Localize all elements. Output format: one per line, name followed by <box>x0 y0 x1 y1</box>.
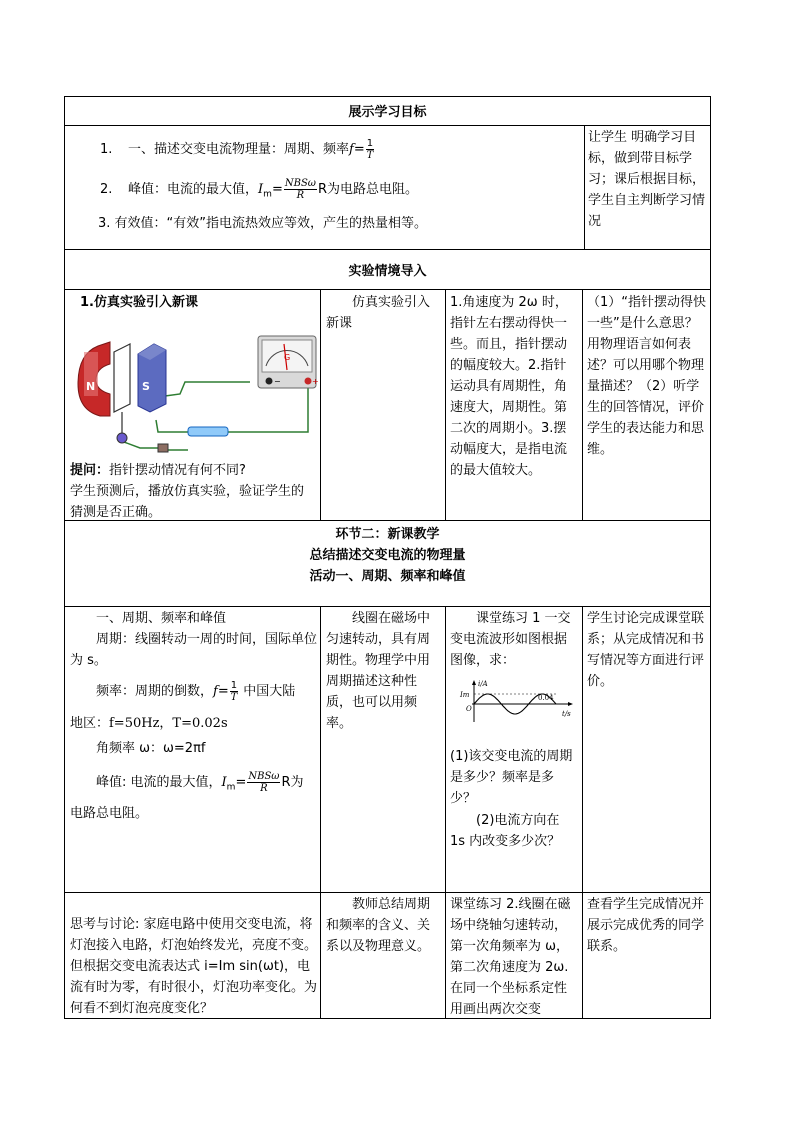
formula-variable: I <box>221 775 227 790</box>
goals-side-note: 让学生 明确学习目标，做到带目标学习；课后根据目标，学生自主判断学习情况 <box>588 130 706 229</box>
fraction-denominator: T <box>230 692 238 703</box>
table-rule <box>64 289 711 290</box>
exercise1-question1: (1)该交变电流的周期是多少？频率是多少？ <box>450 749 573 806</box>
goal-text: 一、描述交变电流物理量：周期、频率 <box>128 142 350 157</box>
exercise1-question2: (2)电流方向在 1s 内改变多少次？ <box>450 813 561 849</box>
activity1-content <box>70 608 317 890</box>
table-border-top <box>64 96 711 97</box>
formula-fraction <box>247 771 280 794</box>
galvanometer-label: G <box>284 353 291 362</box>
frequency-text: 频率：周期的倒数， <box>96 684 214 699</box>
angular-frequency: 角频率 ω：ω=2πf <box>96 741 206 756</box>
region-frequency: 地区：f=50Hz，T=0.02s <box>70 716 228 731</box>
formula-subscript: m <box>263 189 272 200</box>
magnet-n-label: N <box>86 380 96 393</box>
goal-number: 1. <box>100 142 113 157</box>
fraction-numerator: NBSω <box>248 771 280 782</box>
crank-handle <box>117 433 127 443</box>
fraction-numerator: NBSω <box>284 178 316 189</box>
formula-variable: I <box>258 182 264 197</box>
x-axis-arrow <box>568 702 573 706</box>
discussion-text: 思考与讨论: 家庭电路中使用交变电流，将灯泡接入电路，灯泡始终发光，亮度不变。但根据交变电流表达式 i=Im sin(ωt)，电流有时为零，有时很小，灯泡功率变化。为何看不到灯泡亮度变化？ <box>70 917 318 1016</box>
table-rule <box>584 125 585 250</box>
terminal-negative <box>266 378 273 385</box>
goal-item-3: 3. 有效值：“有效”指电流热效应等效，产生的热量相等。 <box>98 216 428 231</box>
table-rule <box>445 606 446 1019</box>
table-rule <box>320 606 321 1019</box>
x-axis-label: t/s <box>562 710 571 718</box>
table-rule <box>582 289 583 521</box>
terminal-positive <box>305 378 312 385</box>
waveform-graph <box>452 678 578 728</box>
galvanometer <box>258 336 319 388</box>
intro-heading: 1.仿真实验引入新课 <box>80 295 198 310</box>
formula-fraction <box>230 680 238 703</box>
intro-teacher-notes: （1）“指针摆动得快一些”是什么意思？用物理语言如何表述？可以用哪个物理量描述？（2）听学生的回答情况，评价学生的表达能力和思维。 <box>587 295 707 457</box>
fraction-denominator: R <box>260 783 268 794</box>
wire <box>124 442 158 448</box>
coil <box>114 344 130 412</box>
peak-text: 峰值: 电流的最大值， <box>96 775 222 790</box>
simulation-diagram <box>70 324 318 464</box>
formula-subscript: m <box>226 782 236 793</box>
intro-predict-text: 学生预测后，播放仿真实验，验证学生的猜测是否正确。 <box>70 484 305 520</box>
table-rule <box>64 249 711 250</box>
goal-text-tail: R为电路总电阻。 <box>317 182 418 197</box>
terminal-plus-label: + <box>312 377 319 386</box>
table-rule <box>64 606 711 607</box>
magnet-s <box>138 344 166 412</box>
fraction-numerator: 1 <box>230 680 238 691</box>
exercise2-text: 课堂练习 2.线圈在磁场中绕轴匀速转动，第一次角频率为 ω，第二次角速度为 2ω.在同一个坐标系定性用画出两次交变 <box>450 897 571 1017</box>
intro-observations: 1.角速度为 2ω 时，指针左右摆动得快一些。而且，指针摆动的幅度较大。2.指针运动具有周期性，角速度大，周期性。第二次的周期小。3.摆动幅度大，是指电流的最大值较大。 <box>450 295 568 478</box>
intro-method: 仿真实验引入新课 <box>326 295 431 331</box>
formula-fraction <box>366 138 374 161</box>
x-tick-label: 0.04 <box>538 694 554 702</box>
table-rule <box>320 289 321 521</box>
goal-text: 峰值：电流的最大值， <box>128 182 259 197</box>
section-title-link2: 环节二：新课教学 <box>335 527 440 542</box>
wire <box>156 420 188 432</box>
table-rule <box>445 289 446 521</box>
activity1-teacher-notes: 学生讨论完成课堂联系；从完成情况和书写情况等方面进行评价。 <box>587 611 705 689</box>
question-label: 提问： <box>70 463 110 478</box>
intro-question-line <box>70 460 316 481</box>
peak-definition <box>70 763 317 803</box>
activity1-explanation: 线圈在磁场中匀速转动，具有周期性。物理学中用周期描述这种性质，也可以用频率。 <box>326 611 431 731</box>
goal-number: 2. <box>100 182 113 197</box>
y-peak-label: Im <box>460 691 470 699</box>
table-rule <box>582 606 583 1019</box>
y-axis-arrow <box>472 680 476 685</box>
intro-heading-wrap <box>70 292 316 316</box>
exercise1-title: 课堂练习 1 一交变电流波形如图根据图像，求： <box>450 611 571 668</box>
formula-fraction <box>284 178 317 201</box>
frequency-definition <box>70 673 317 711</box>
formula-equals: = <box>353 142 365 157</box>
section-title-intro: 实验情境导入 <box>348 264 427 279</box>
fraction-denominator: T <box>366 150 374 161</box>
discussion-summary: 教师总结周期和频率的含义、关系以及物理意义。 <box>326 897 431 954</box>
section-title-goals: 展示学习目标 <box>348 105 427 120</box>
table-rule <box>64 125 711 126</box>
goals-list <box>100 132 580 248</box>
fraction-denominator: R <box>296 190 305 201</box>
formula-equals: = <box>217 684 229 699</box>
wire <box>165 382 250 396</box>
period-definition: 周期：线圈转动一周的时间，国际单位为 s。 <box>70 632 318 668</box>
formula-equals: = <box>271 182 283 197</box>
section-title-activity1: 活动一、周期、频率和峰值 <box>309 569 466 584</box>
lesson-plan-table <box>64 96 711 1019</box>
intro-question-block <box>70 460 316 520</box>
question-text: 指针摆动情况有何不同? <box>109 463 246 478</box>
peak-tail: R为 <box>281 775 304 790</box>
goal-item-1 <box>100 132 580 168</box>
formula-variable: f <box>213 684 218 699</box>
activity1-title: 一、周期、频率和峰值 <box>96 611 227 626</box>
y-axis-label: i/A <box>478 680 488 688</box>
formula-equals: = <box>235 775 247 790</box>
peak-end: 电路总电阻。 <box>70 806 149 821</box>
terminal-minus-label: − <box>274 377 281 386</box>
switch <box>158 444 168 452</box>
magnet-s-label: S <box>142 380 150 393</box>
goal-item-2 <box>100 170 580 210</box>
magnet-n <box>78 342 110 416</box>
table-rule <box>64 892 711 893</box>
frequency-suffix: 中国大陆 <box>239 684 296 699</box>
section-title-summary: 总结描述交变电流的物理量 <box>309 548 466 563</box>
resistor <box>188 427 228 436</box>
origin-label: O <box>466 705 472 713</box>
discussion-teacher-notes: 查看学生完成情况并展示完成优秀的同学联系。 <box>587 897 705 954</box>
formula-variable: f <box>349 142 354 157</box>
fraction-numerator: 1 <box>366 138 374 149</box>
